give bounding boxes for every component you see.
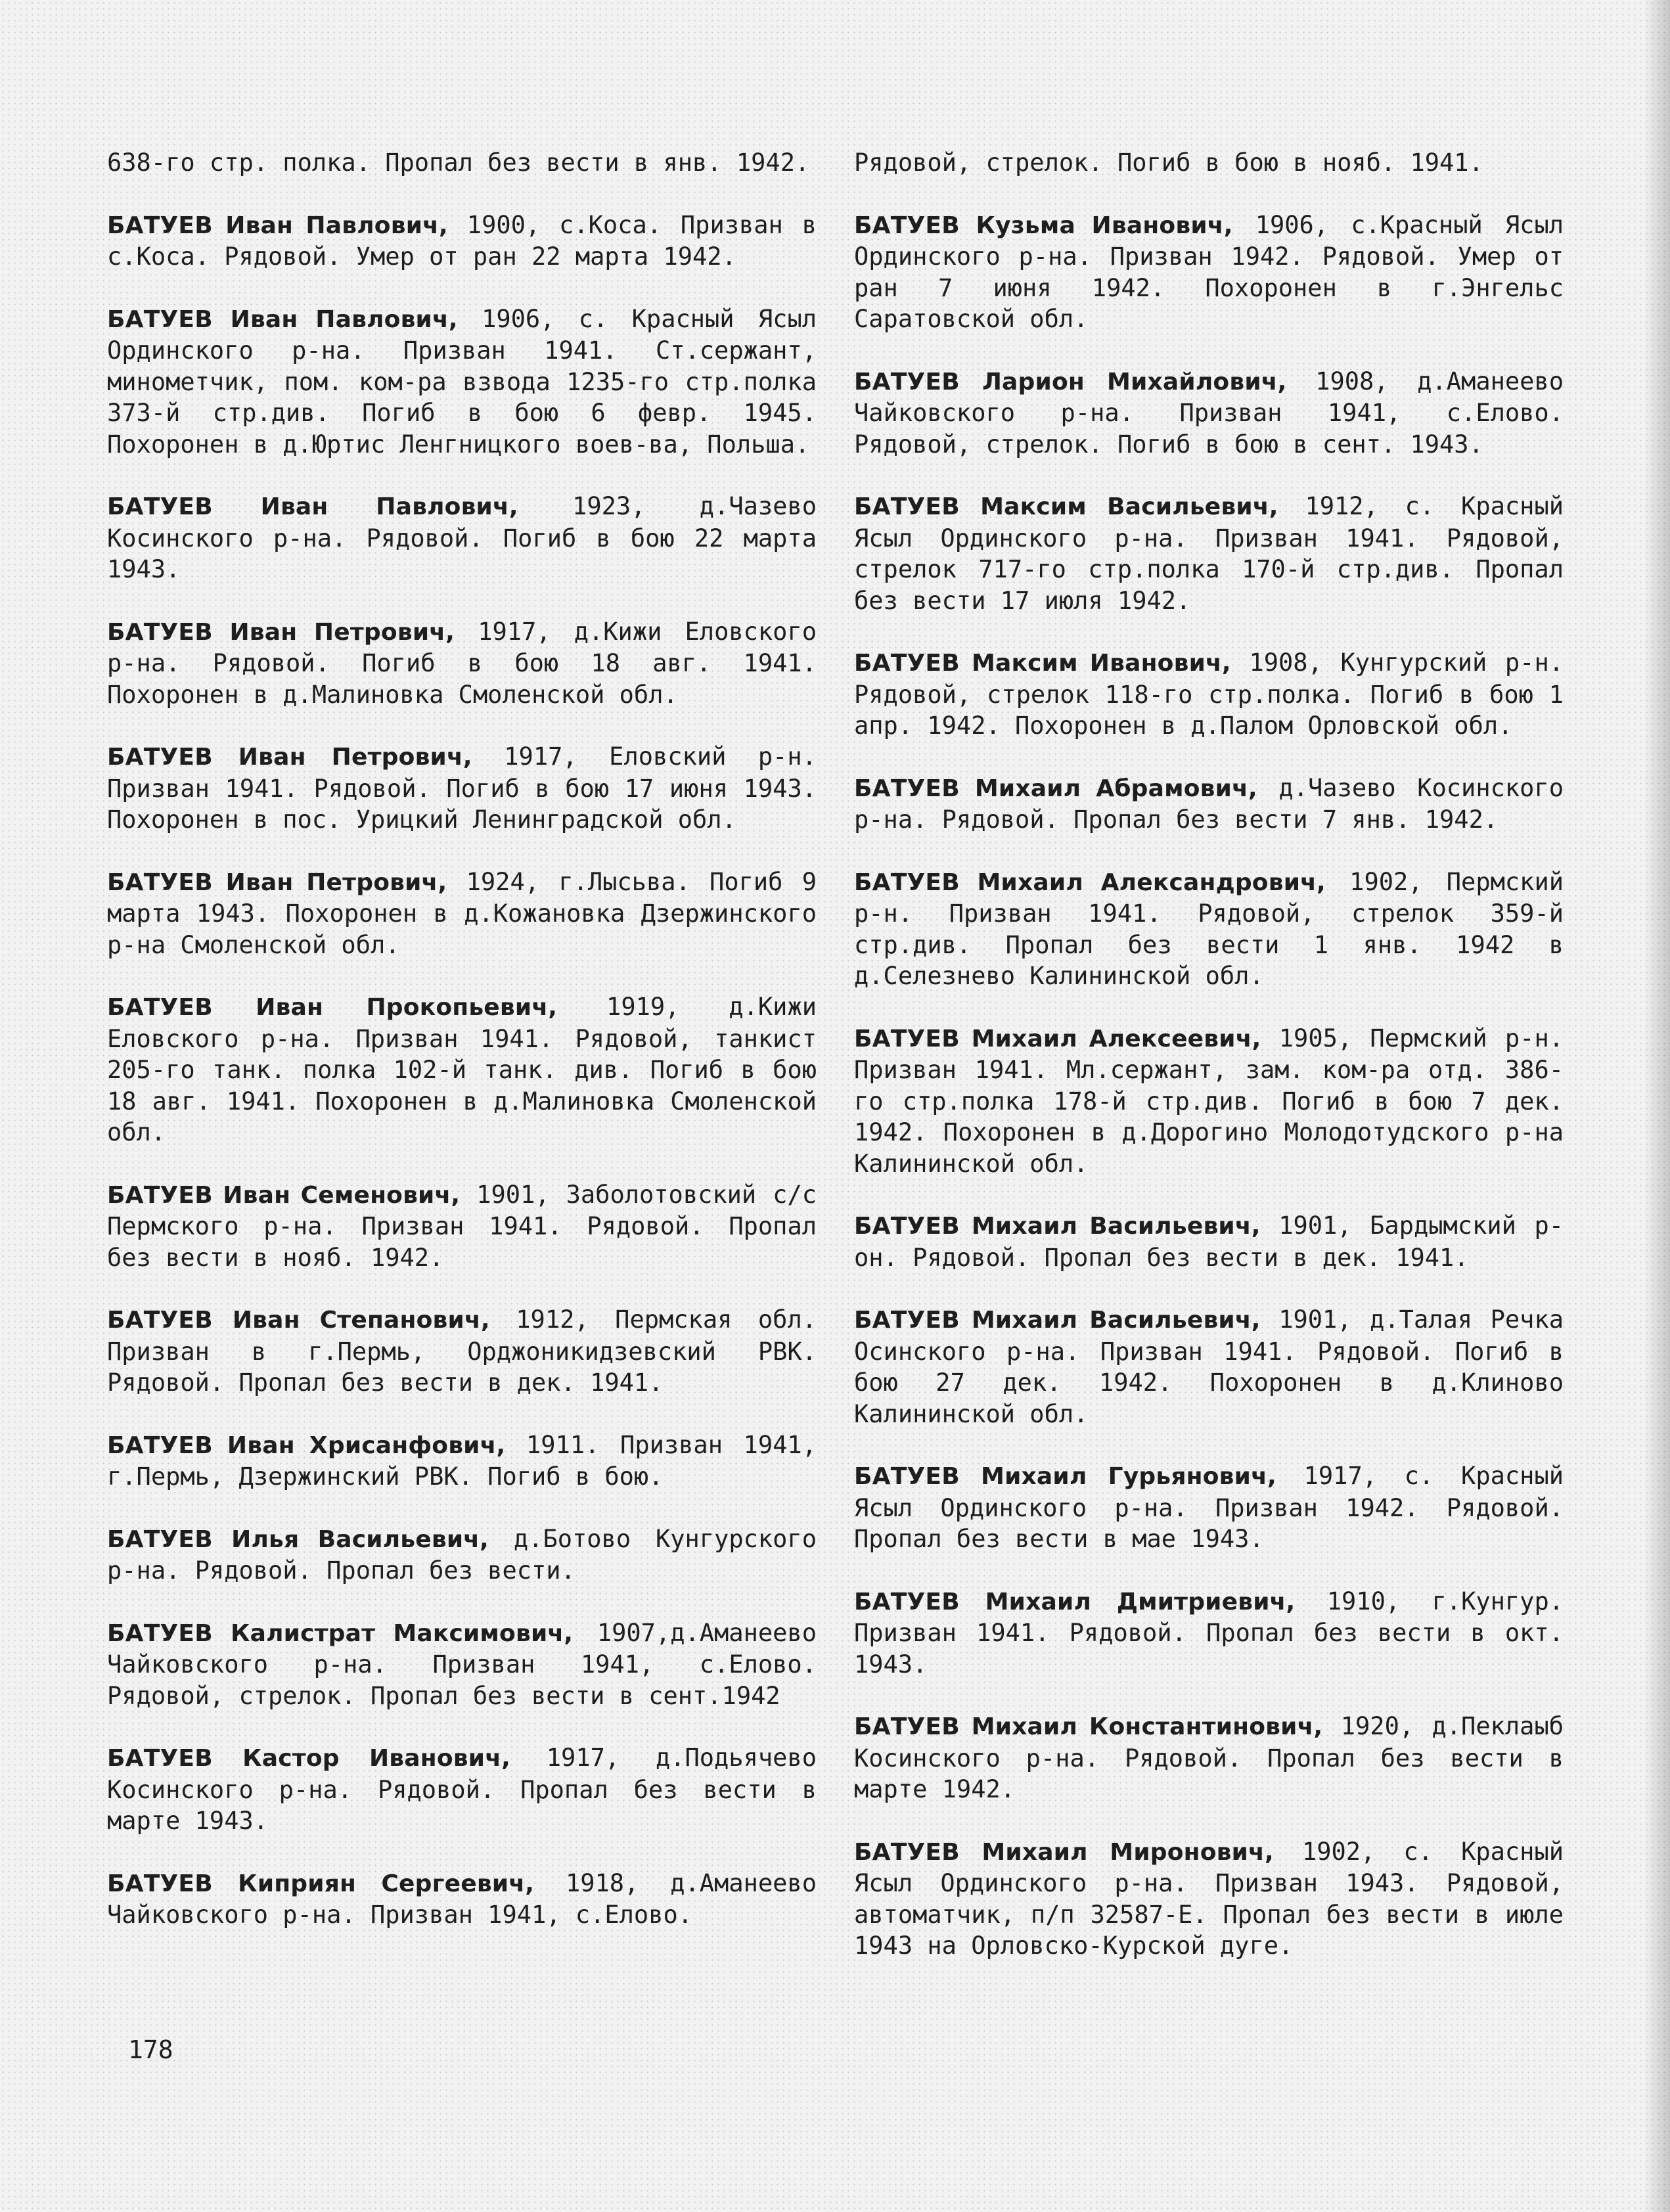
entry-text: 1900, с.Коса. Призван в с.Коса. Рядовой. Умер от ран 22 марта 1942. — [107, 210, 817, 271]
entry — [854, 647, 1564, 742]
entry — [107, 867, 817, 961]
entry-name: БАТУЕВ Иван Петрович, — [107, 618, 455, 646]
entry — [107, 147, 817, 179]
entry-name: БАТУЕВ Михаил Васильевич, — [854, 1307, 1261, 1334]
page-edge-shadow — [1644, 0, 1670, 2212]
entry — [107, 210, 817, 273]
entry-text: 1917, Еловский р-н. Призван 1941. Рядовой. Погиб в бою 17 июня 1943. Похоронен в пос. Урицкий Ленинградской обл. — [107, 742, 817, 834]
entry-name: БАТУЕВ Михаил Алексеевич, — [854, 1025, 1261, 1052]
entry — [854, 1210, 1564, 1273]
entry-text: 1924, г.Лысьва. Погиб 9 марта 1943. Похоронен в д.Кожановка Дзержинского р-на Смоленской обл. — [107, 867, 817, 959]
entry-text: 638-го стр. полка. Пропал без вести в янв. 1942. — [107, 148, 810, 177]
entry-name: БАТУЕВ Иван Павлович, — [107, 212, 448, 239]
entry-name: БАТУЕВ Калистрат Максимович, — [107, 1619, 574, 1647]
entry-text: 1912, Пермская обл. Призван в г.Пермь, Орджоникидзевский РВК. Рядовой. Пропал без вести в дек. 1941. — [107, 1305, 817, 1397]
entry-text: 1901, Заболотовский с/с Пермского р-на. Призван 1941. Рядовой. Пропал без вести в нояб. 1942. — [107, 1180, 817, 1272]
entry-name: БАТУЕВ Иван Прокопьевич, — [107, 994, 558, 1021]
entry-name: БАТУЕВ Иван Павлович, — [107, 305, 458, 333]
entry-name: БАТУЕВ Иван Павлович, — [107, 493, 518, 520]
entry-text: 1906, с.Красный Ясыл Ординского р-на. Призван 1942. Рядовой. Умер от ран 7 июня 1942. Похоронен в г.Энгельс Саратовской обл. — [854, 210, 1564, 333]
entry-name: БАТУЕВ Михаил Гурьянович, — [854, 1463, 1276, 1490]
entry-text: 1917, д.Кижи Еловского р-на. Рядовой. Погиб в бою 18 авг. 1941. Похоронен в д.Малиновка Смоленской обл. — [107, 617, 817, 709]
entry-text: 1918, д.Аманеево Чайковского р-на. Призван 1941, с.Елово. — [107, 1868, 817, 1929]
entry — [107, 1617, 817, 1712]
entry — [107, 616, 817, 711]
entry-name: БАТУЕВ Михаил Васильевич, — [854, 1213, 1261, 1240]
entry-name: БАТУЕВ Иван Степанович, — [107, 1307, 490, 1334]
entry-name: БАТУЕВ Кастор Иванович, — [107, 1745, 510, 1772]
entry — [854, 1711, 1564, 1805]
entry — [854, 1586, 1564, 1681]
entry-name: БАТУЕВ Михаил Дмитриевич, — [854, 1588, 1296, 1615]
entry-text: 1920, д.Пеклаыб Косинского р-на. Рядовой. Пропал без вести в марте 1942. — [854, 1712, 1564, 1803]
page-number: 178 — [128, 2035, 173, 2064]
entry-name: БАТУЕВ Кузьма Иванович, — [854, 212, 1233, 239]
entry — [854, 147, 1564, 179]
entry-name: БАТУЕВ Киприян Сергеевич, — [107, 1870, 535, 1897]
entry-name: БАТУЕВ Михаил Миронович, — [854, 1838, 1274, 1866]
entry-name: БАТУЕВ Илья Васильевич, — [107, 1525, 489, 1553]
entry-name: БАТУЕВ Иван Петрович, — [107, 744, 472, 771]
entry-text: 1906, с. Красный Ясыл Ординского р-на. Призван 1941. Ст.сержант, минометчик, пом. ком-ра взвода 1235-го стр.полка 373-й стр.див. Погиб в бою 6 февр. 1945. Похоронен в д.Юртис Ленгницкого воев-ва, Польша. — [107, 304, 817, 459]
entry-name: БАТУЕВ Максим Васильевич, — [854, 493, 1278, 520]
entry-text: 1907,д.Аманеево Чайковского р-на. Призван 1941, с.Елово. Рядовой, стрелок. Пропал без вести в сент.1942 — [107, 1618, 817, 1710]
entry-text: 1902, с. Красный Ясыл Ординского р-на. Призван 1943. Рядовой, автоматчик, п/п 32587-Е. Пропал без вести в июле 1943 на Орловско-Курской дуге. — [854, 1837, 1564, 1960]
entry-name: БАТУЕВ Ларион Михайлович, — [854, 368, 1287, 395]
entry — [854, 1460, 1564, 1555]
entry-text: 1910, г.Кунгур. Призван 1941. Рядовой. Пропал без вести в окт. 1943. — [854, 1587, 1564, 1679]
entry-text: 1917, с. Красный Ясыл Ординского р-на. Призван 1942. Рядовой. Пропал без вести в мае 1943. — [854, 1462, 1564, 1553]
entry — [854, 867, 1564, 992]
entry-text: Рядовой, стрелок. Погиб в бою в нояб. 1941. — [854, 148, 1483, 177]
entry — [107, 1430, 817, 1493]
entry — [854, 1836, 1564, 1962]
entry — [107, 1524, 817, 1587]
entry — [107, 991, 817, 1148]
entry-text: 1901, Бардымский р-он. Рядовой. Пропал без вести в дек. 1941. — [854, 1211, 1564, 1272]
entry — [854, 210, 1564, 335]
entry — [107, 1179, 817, 1274]
entry-text: 1901, д.Талая Речка Осинского р-на. Призван 1941. Рядовой. Погиб в бою 27 дек. 1942. Похоронен в д.Клиново Калининской обл. — [854, 1305, 1564, 1428]
entry-text: д.Чазево Косинского р-на. Рядовой. Пропал без вести 7 янв. 1942. — [854, 773, 1564, 834]
entry-name: БАТУЕВ Иван Семенович, — [107, 1181, 461, 1209]
entry-text: 1919, д.Кижи Еловского р-на. Призван 1941. Рядовой, танкист 205-го танк. полка 102-й танк. див. Погиб в бою 18 авг. 1941. Похоронен в д.Малиновка Смоленской обл. — [107, 993, 817, 1146]
entry — [854, 1023, 1564, 1180]
entry — [107, 741, 817, 836]
entry-text: 1908, д.Аманеево Чайковского р-на. Призван 1941, с.Елово. Рядовой, стрелок. Погиб в бою в сент. 1943. — [854, 367, 1564, 459]
entry — [854, 1304, 1564, 1430]
entry-text: 1923, д.Чазево Косинского р-на. Рядовой. Погиб в бою 22 марта 1943. — [107, 492, 817, 583]
entry-name: БАТУЕВ Михаил Константинович, — [854, 1713, 1323, 1740]
right-column — [854, 147, 1564, 1993]
left-column — [107, 147, 817, 1962]
entry — [854, 366, 1564, 461]
entry-text: 1912, с. Красный Ясыл Ординского р-на. Призван 1941. Рядовой, стрелок 717-го стр.полка 170-й стр.див. Пропал без вести 17 июля 1942. — [854, 492, 1564, 615]
entry — [107, 1868, 817, 1931]
entry-name: БАТУЕВ Максим Иванович, — [854, 650, 1231, 677]
entry — [107, 1304, 817, 1399]
entry — [107, 1742, 817, 1837]
entry-text: 1917, д.Подьячево Косинского р-на. Рядовой. Пропал без вести в марте 1943. — [107, 1744, 817, 1835]
entry — [854, 491, 1564, 616]
entry-text: 1902, Пермский р-н. Призван 1941. Рядовой, стрелок 359-й стр.див. Пропал без вести 1 янв. 1942 в д.Селезнево Калининской обл. — [854, 867, 1564, 990]
entry-text: 1905, Пермский р-н. Призван 1941. Мл.сержант, зам. ком-ра отд. 386-го стр.полка 178-й стр.див. Погиб в бою 7 дек. 1942. Похоронен в д.Дорогино Молодотудского р-на Калининской обл. — [854, 1024, 1564, 1178]
entry — [854, 773, 1564, 836]
entry-name: БАТУЕВ Иван Хрисанфович, — [107, 1432, 506, 1459]
entry — [107, 304, 817, 461]
entry-text: д.Ботово Кунгурского р-на. Рядовой. Пропал без вести. — [107, 1524, 817, 1585]
entry-name: БАТУЕВ Михаил Абрамович, — [854, 775, 1257, 802]
entry — [107, 491, 817, 585]
entry-name: БАТУЕВ Иван Петрович, — [107, 869, 447, 896]
entry-text: 1908, Кунгурский р-н. Рядовой, стрелок 118-го стр.полка. Погиб в бою 1 апр. 1942. Похоронен в д.Палом Орловской обл. — [854, 648, 1564, 740]
entry-name: БАТУЕВ Михаил Александрович, — [854, 869, 1326, 896]
entry-text: 1911. Призван 1941, г.Пермь, Дзержинский РВК. Погиб в бою. — [107, 1430, 817, 1491]
